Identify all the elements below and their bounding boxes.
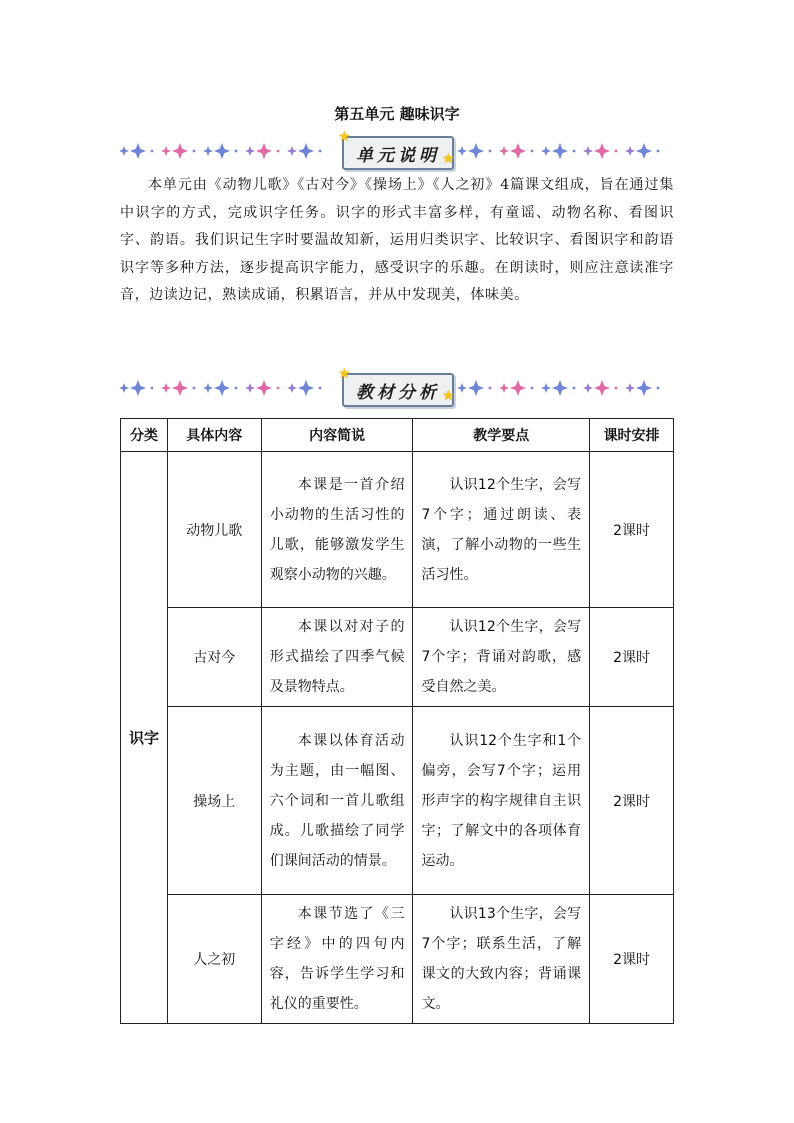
dot-icon bbox=[573, 150, 576, 153]
sparkle-icon bbox=[499, 383, 509, 393]
header-points: 教学要点 bbox=[413, 419, 590, 452]
unit-intro-label: 单元说明 bbox=[356, 145, 440, 166]
sparkle-icon bbox=[172, 143, 188, 159]
sparkle-icon bbox=[120, 146, 129, 156]
star-icon: ★ bbox=[338, 366, 351, 382]
sparkle-icon bbox=[203, 383, 213, 393]
dot-icon bbox=[235, 387, 238, 390]
points-cell: 认识12个生字和1个偏旁，会写7个字；运用形声字的构字规律自主识字；了解文中的各项体育运动。 bbox=[413, 707, 590, 895]
sparkle-icon bbox=[298, 143, 314, 159]
dot-icon bbox=[489, 150, 492, 153]
dot-icon bbox=[277, 387, 280, 390]
sparkle-icon bbox=[636, 380, 652, 396]
sparkle-icon bbox=[256, 380, 272, 396]
content-cell: 操场上 bbox=[167, 707, 261, 895]
dot-icon bbox=[319, 387, 322, 390]
content-cell: 动物儿歌 bbox=[167, 452, 261, 608]
table-row bbox=[121, 707, 674, 895]
dot-icon bbox=[151, 387, 154, 390]
content-cell: 人之初 bbox=[167, 895, 261, 1024]
header-summary: 内容简说 bbox=[261, 419, 413, 452]
sparkle-icon bbox=[161, 146, 171, 156]
sparkle-icon bbox=[130, 143, 146, 159]
hours-cell: 2课时 bbox=[590, 452, 674, 608]
sparkle-icon bbox=[161, 383, 171, 393]
sparkle-icon bbox=[552, 143, 568, 159]
star-icon: ★ bbox=[442, 388, 455, 404]
sparkle-icon bbox=[583, 383, 593, 393]
table-row bbox=[121, 895, 674, 1024]
analysis-banner bbox=[120, 368, 674, 408]
sparkle-icon bbox=[214, 143, 230, 159]
summary-cell: 本课是一首介绍小动物的生活习性的儿歌，能够激发学生观察小动物的兴趣。 bbox=[261, 452, 413, 608]
sparkle-icon bbox=[552, 380, 568, 396]
summary-cell: 本课以体育活动为主题，由一幅图、六个词和一首儿歌组成。儿歌描绘了同学们课间活动的情景。 bbox=[261, 707, 413, 895]
summary-cell: 本课以对对子的形式描绘了四季气候及景物特点。 bbox=[261, 608, 413, 707]
dot-icon bbox=[489, 387, 492, 390]
dot-icon bbox=[531, 387, 534, 390]
sparkle-icon bbox=[499, 146, 509, 156]
table-row bbox=[121, 608, 674, 707]
dot-icon bbox=[277, 150, 280, 153]
points-cell: 认识13个生字，会写7个字；联系生活，了解课文的大致内容；背诵课文。 bbox=[413, 895, 590, 1024]
sparkle-icon bbox=[298, 380, 314, 396]
points-cell: 认识12个生字，会写7个字；背诵对韵歌，感受自然之美。 bbox=[413, 608, 590, 707]
sparkle-icon bbox=[510, 380, 526, 396]
dot-icon bbox=[151, 150, 154, 153]
dot-icon bbox=[531, 150, 534, 153]
sparkle-icon bbox=[245, 383, 255, 393]
table-header-row bbox=[121, 419, 674, 452]
sparkle-icon bbox=[287, 146, 297, 156]
header-hours: 课时安排 bbox=[590, 419, 674, 452]
content-cell: 古对今 bbox=[167, 608, 261, 707]
sparkle-icon bbox=[287, 383, 297, 393]
dot-icon bbox=[615, 387, 618, 390]
analysis-label: 教材分析 bbox=[356, 382, 440, 403]
star-icon: ★ bbox=[338, 129, 351, 145]
sparkle-icon bbox=[130, 380, 146, 396]
sparkle-icon bbox=[172, 380, 188, 396]
hours-cell: 2课时 bbox=[590, 608, 674, 707]
sparkle-icon bbox=[457, 383, 467, 393]
summary-cell: 本课节选了《三字经》中的四句内容，告诉学生学习和礼仪的重要性。 bbox=[261, 895, 413, 1024]
dot-icon bbox=[615, 150, 618, 153]
hours-cell: 2课时 bbox=[590, 895, 674, 1024]
sparkle-icon bbox=[625, 146, 635, 156]
unit-intro-plaque bbox=[342, 136, 454, 170]
sparkle-icon bbox=[203, 146, 213, 156]
header-content: 具体内容 bbox=[167, 419, 261, 452]
sparkle-icon bbox=[541, 383, 551, 393]
category-cell: 识字 bbox=[121, 452, 168, 1024]
dot-icon bbox=[657, 387, 660, 390]
sparkle-icon bbox=[594, 380, 610, 396]
dot-icon bbox=[193, 150, 196, 153]
unit-intro-banner bbox=[120, 131, 674, 171]
header-category: 分类 bbox=[121, 419, 168, 452]
page-title: 第五单元 趣味识字 bbox=[334, 105, 460, 123]
sparkle-icon bbox=[245, 146, 255, 156]
sparkle-icon bbox=[541, 146, 551, 156]
hours-cell: 2课时 bbox=[590, 707, 674, 895]
sparkle-icon bbox=[256, 143, 272, 159]
dot-icon bbox=[657, 150, 660, 153]
dot-icon bbox=[573, 387, 576, 390]
analysis-plaque bbox=[342, 373, 454, 407]
sparkle-icon bbox=[120, 383, 129, 393]
analysis-table bbox=[120, 418, 674, 1024]
sparkle-icon bbox=[625, 383, 635, 393]
dot-icon bbox=[193, 387, 196, 390]
sparkle-icon bbox=[636, 143, 652, 159]
sparkle-icon bbox=[457, 146, 467, 156]
table-row bbox=[121, 452, 674, 608]
sparkle-icon bbox=[583, 146, 593, 156]
dot-icon bbox=[235, 150, 238, 153]
points-cell: 认识12个生字，会写7个字；通过朗读、表演，了解小动物的一些生活习性。 bbox=[413, 452, 590, 608]
star-icon: ★ bbox=[442, 151, 455, 167]
sparkle-icon bbox=[214, 380, 230, 396]
unit-intro-text: 本单元由《动物儿歌》《古对今》《操场上》《人之初》4篇课文组成，旨在通过集中识字的方式，完成识字任务。识字的形式丰富多样，有童谣、动物名称、看图识字、韵语。我们识记生字时要温故知新，运用归类识字、比较识字、看图识字和韵语识字等多种方法，逐步提高识字能力，感受识字的乐趣。在朗读时，则应注意读准字音，边读边记，熟读成诵，积累语言，并从中发现美，体味美。 bbox=[120, 177, 674, 303]
sparkle-icon bbox=[468, 143, 484, 159]
sparkle-icon bbox=[594, 143, 610, 159]
sparkle-icon bbox=[468, 380, 484, 396]
sparkle-icon bbox=[510, 143, 526, 159]
dot-icon bbox=[319, 150, 322, 153]
